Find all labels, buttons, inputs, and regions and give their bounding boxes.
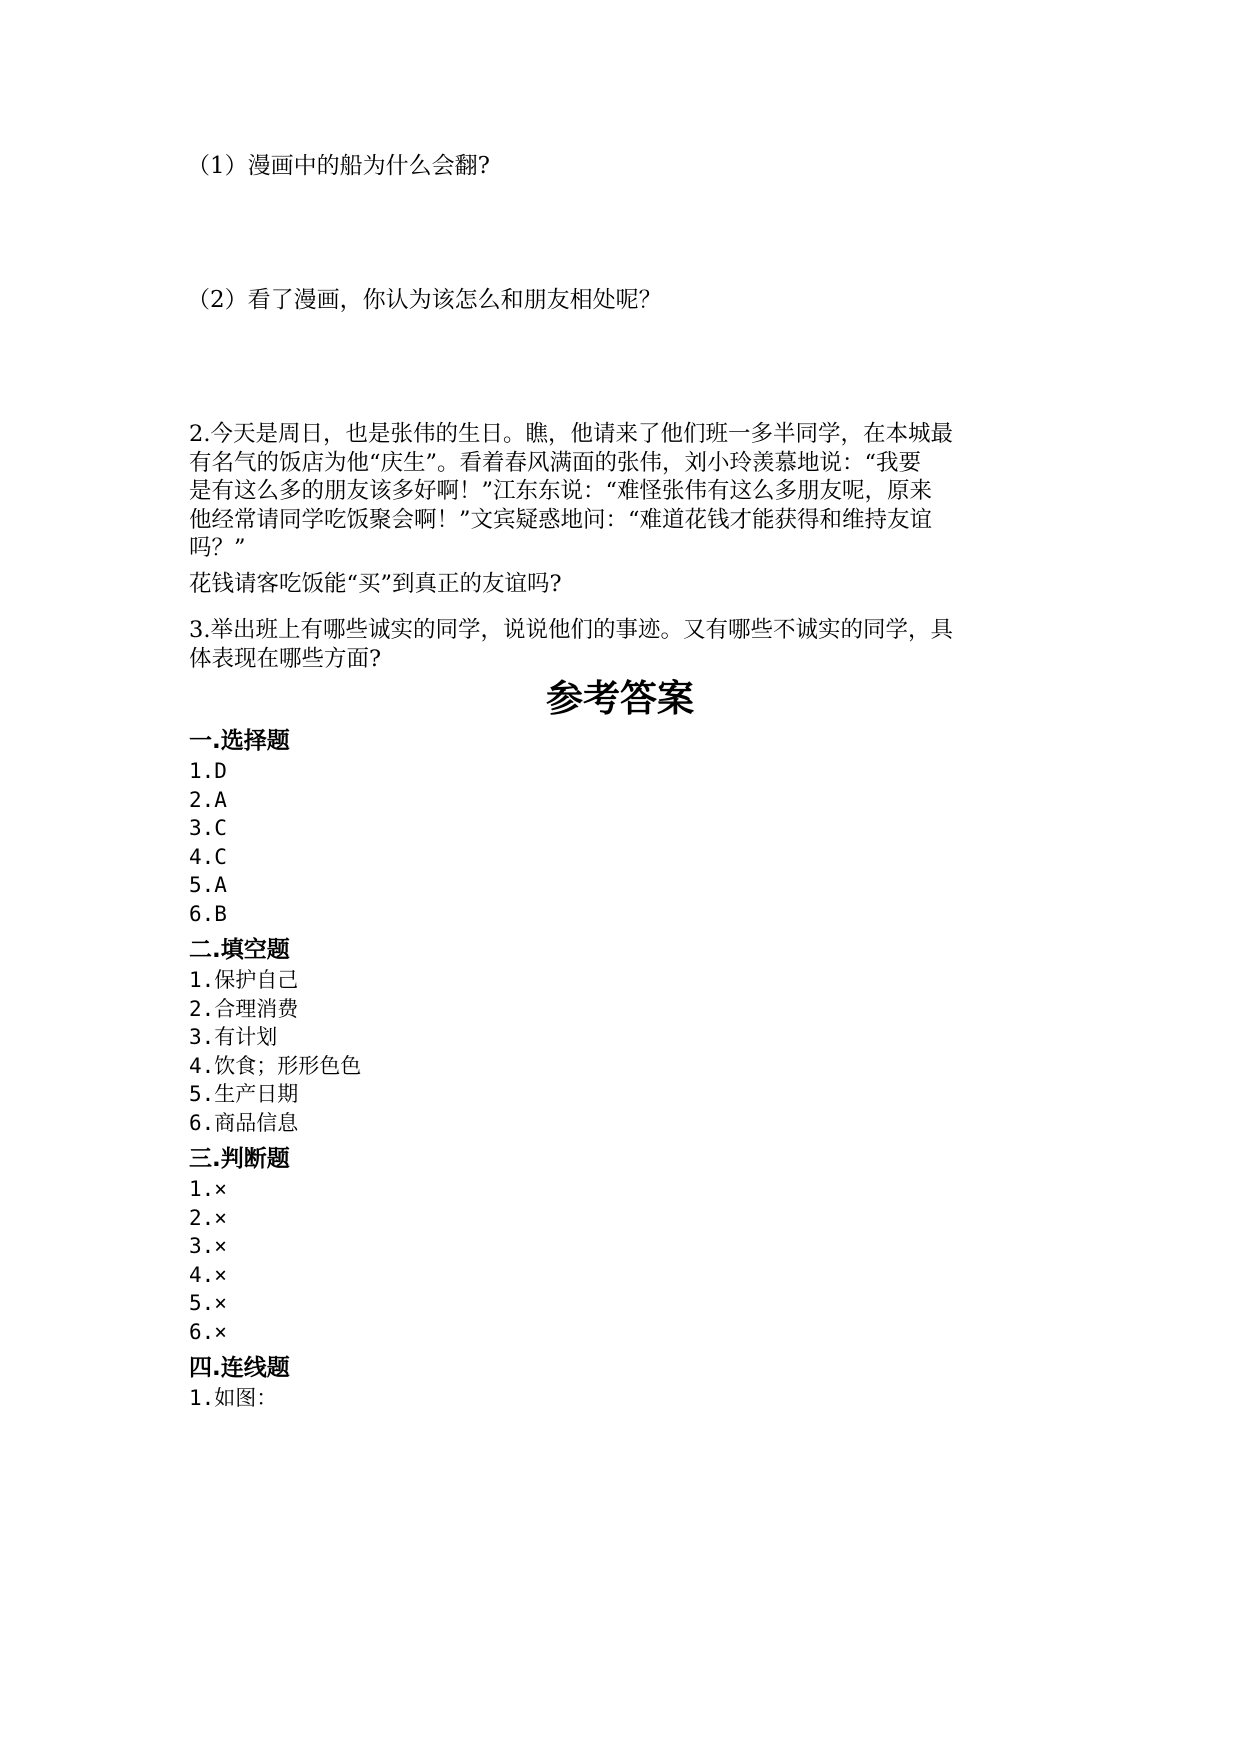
answer-item: 6.商品信息 — [189, 1110, 299, 1135]
answer-item: 1.× — [189, 1177, 227, 1201]
answer-item: 1.D — [189, 759, 227, 783]
question3-line: 体表现在哪些方面? — [189, 645, 382, 672]
question2-line: 他经常请同学吃饭聚会啊！”文宾疑惑地问：“难道花钱才能获得和维持友谊 — [189, 506, 933, 533]
answer-item: 2.A — [189, 787, 227, 812]
question2-line: 2.今天是周日，也是张伟的生日。瞧，他请来了他们班一多半同学，在本城最 — [189, 421, 953, 447]
answer-item: 3.C — [189, 816, 227, 841]
section-answers-choice — [189, 757, 227, 929]
answer-item: 5.生产日期 — [189, 1082, 299, 1107]
question2-paragraph — [189, 420, 1041, 563]
answer-item: 4.× — [189, 1262, 227, 1287]
answer-item: 2.合理消费 — [189, 996, 299, 1021]
question3-line: 3.举出班上有哪些诚实的同学，说说他们的事迹。又有哪些不诚实的同学，具 — [189, 617, 953, 643]
answer-key-title: 参考答案 — [546, 677, 694, 720]
answer-item: 4.C — [189, 844, 227, 869]
question3-paragraph — [189, 616, 1041, 673]
question2-line: 吗？” — [189, 535, 246, 562]
answer-item: 2.× — [189, 1205, 227, 1230]
question1-sub2: （2）看了漫画，你认为该怎么和朋友相处呢？ — [187, 287, 662, 313]
answer-item: 3.有计划 — [189, 1025, 278, 1050]
section-answers-fill — [189, 966, 361, 1138]
answer-item: 5.A — [189, 873, 227, 898]
answer-item: 6.B — [189, 901, 227, 926]
question1-sub1: （1）漫画中的船为什么会翻? — [187, 153, 490, 179]
answer-item: 1.如图： — [189, 1386, 278, 1410]
answer-item: 1.保护自己 — [189, 968, 299, 992]
section-answers-match — [189, 1384, 277, 1413]
question2-line: 是有这么多的朋友该多好啊！”江东东说：“难怪张伟有这么多朋友呢，原来 — [189, 478, 933, 505]
section-heading-fill: 二.填空题 — [189, 937, 290, 963]
question2-line: 有名气的饭店为他“庆生”。看着春风满面的张伟，刘小玲羡慕地说：“我要 — [189, 449, 922, 476]
section-heading-judge: 三.判断题 — [189, 1146, 290, 1172]
answer-item: 6.× — [189, 1319, 227, 1344]
section-heading-match: 四.连线题 — [189, 1355, 290, 1381]
section-answers-judge — [189, 1175, 227, 1347]
answer-item: 5.× — [189, 1291, 227, 1316]
answer-item: 3.× — [189, 1234, 227, 1259]
answer-item: 4.饮食；形形色色 — [189, 1053, 362, 1078]
question2-prompt: 花钱请客吃饭能“买”到真正的友谊吗? — [189, 571, 562, 597]
section-heading-choice: 一.选择题 — [189, 728, 290, 754]
